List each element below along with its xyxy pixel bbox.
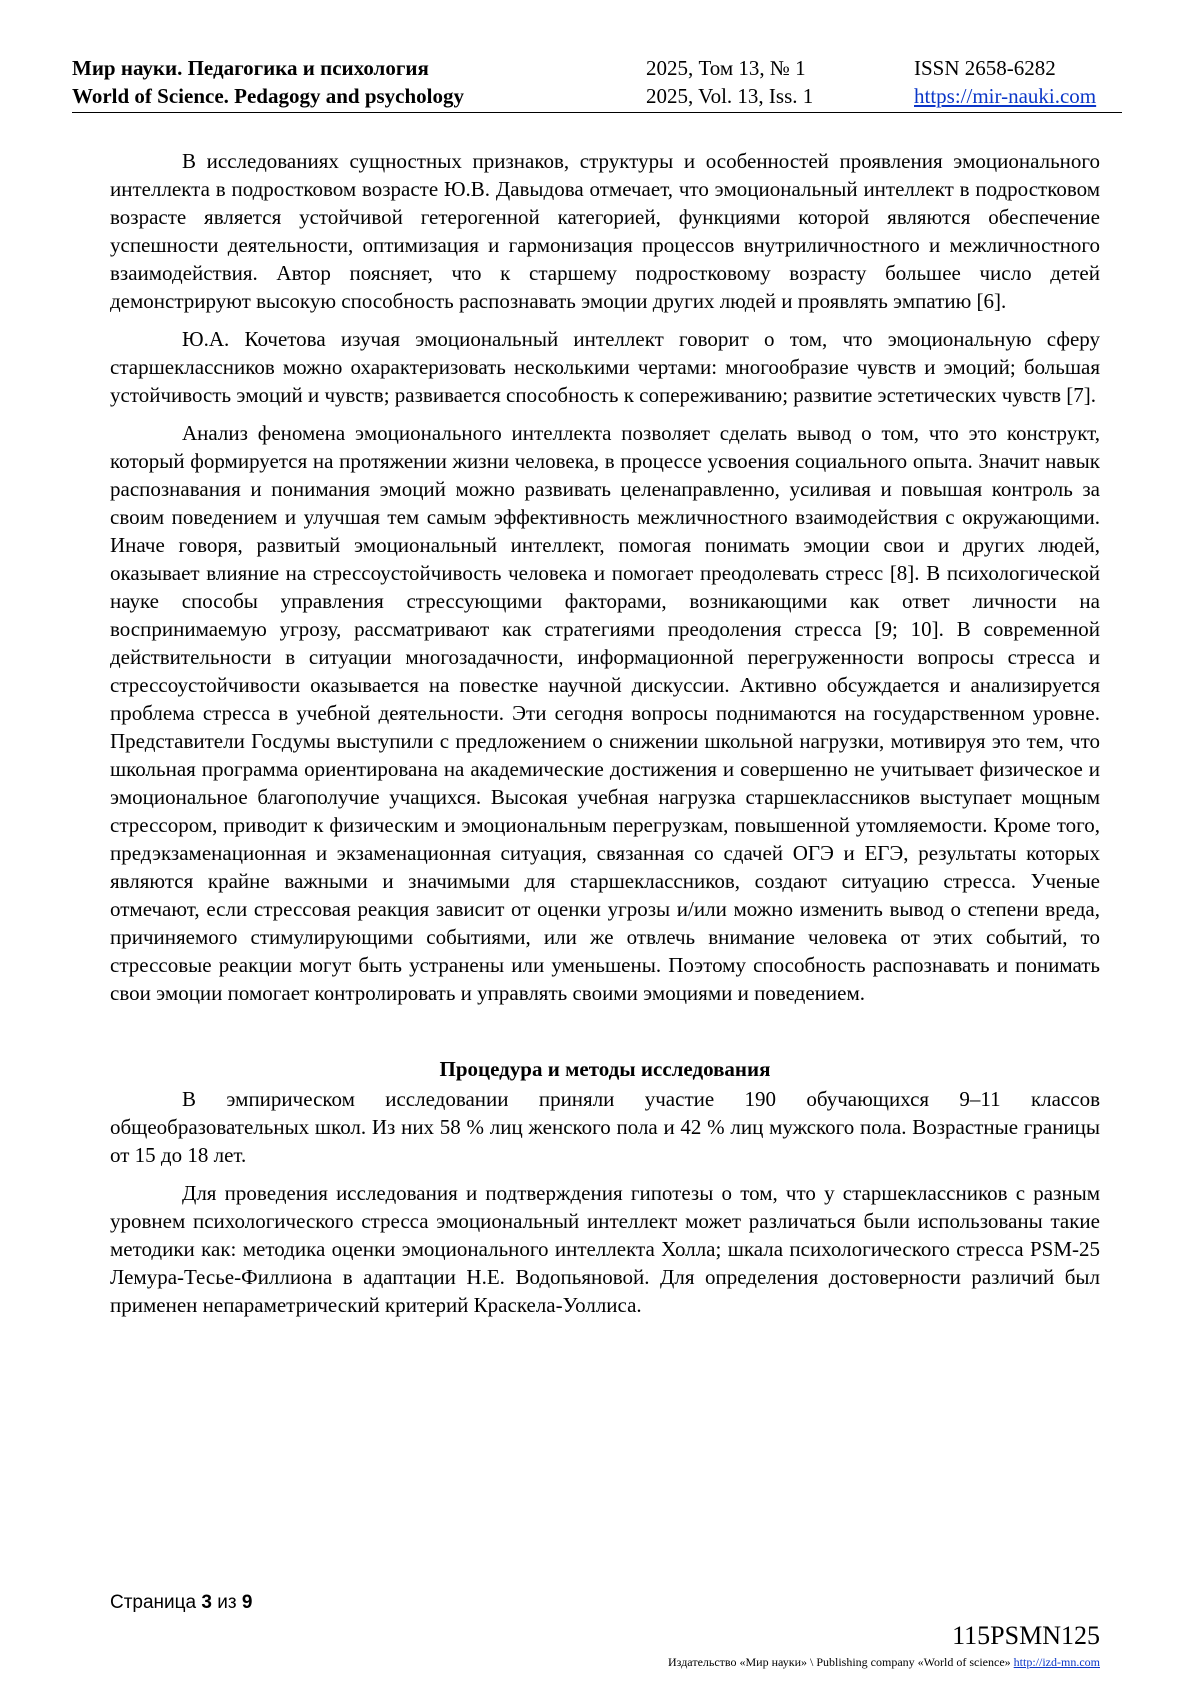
paragraph-3: Анализ феномена эмоционального интеллекта позволяет сделать вывод о том, что это конструкт, который формируется на протяжении жизни человека, в процессе усвоения социального опыта. Значит навык распознавания и понимания эмоций можно развивать целенаправленно, усиливая и повышая контроль за своим поведением и улучшая тем самым эффективность межличностного взаимодействия с окружающими. Иначе говоря, развитый эмоциональный интеллект, помогая понимать эмоции свои и других людей, оказывает влияние на стрессоустойчивость человека и помогает преодолевать стресс [8]. В психологической науке способы управления стрессующими факторами, возникающими как ответ личности на воспринимаемую угрозу, рассматривают как стратегиями преодоления стресса [9; 10]. В современной действительности в ситуации многозадачности, информационной перегруженности вопросы стресса и стрессоустойчивости оказывается на повестке научной дискуссии. Активно обсуждается и анализируется проблема стресса в учебной деятельности. Эти сегодня вопросы поднимаются на государственном уровне. Представители Госдумы выступили с предложением о снижении школьной нагрузки, мотивируя это тем, что школьная программа ориентирована на академические достижения и совершенно не учитывает физическое и эмоциональное благополучие учащихся. Высокая учебная нагрузка старшеклассников выступает мощным стрессором, приводит к физическим и эмоциональным перегрузкам, повышенной утомляемости. Кроме того, предэкзаменационная и экзаменационная ситуация, связанная со сдачей ОГЭ и ЕГЭ, результаты которых являются крайне важными и значимыми для старшеклассников, создают ситуацию стресса. Ученые отмечают, если стрессовая реакция зависит от оценки угрозы и/или можно изменить вывод о степени вреда, причиняемого стимулирующими событиями, или же отвлечь внимание человека от этих событий, то стрессовые реакции могут быть устранены или уменьшены. Поэтому способность распознавать и понимать свои эмоции помогает контролировать и управлять своими эмоциями и поведением. bbox=[110, 421, 1100, 1005]
journal-title-en: World of Science. Pedagogy and psychology bbox=[72, 84, 465, 108]
section-paragraph-2: Для проведения исследования и подтверждения гипотезы о том, что у старшеклассников с разным уровнем психологического стресса эмоциональный интеллект может различаться были использованы такие методики как: методика оценки эмоционального интеллекта Холла; шкала психологического стресса PSM-25 Лемура-Тесье-Филлиона в адаптации Н.Е. Водопьяновой. Для определения достоверности различий был применен непараметрический критерий Краскела-Уоллиса. bbox=[110, 1181, 1100, 1317]
article-body bbox=[110, 147, 1100, 1329]
page-of: из bbox=[217, 1592, 237, 1613]
page-total: 9 bbox=[241, 1592, 253, 1613]
journal-title bbox=[72, 54, 464, 110]
header-divider bbox=[72, 112, 1122, 113]
volume-ru: 2025, Том 13, № 1 bbox=[646, 56, 806, 80]
page-word: Страница bbox=[110, 1592, 197, 1613]
publisher-url-link[interactable]: http://izd-mn.com bbox=[1013, 1655, 1100, 1669]
journal-url-link[interactable]: https://mir-nauki.com bbox=[914, 84, 1097, 108]
article-code: 115PSMN125 bbox=[952, 1621, 1100, 1650]
journal-volume bbox=[646, 54, 813, 110]
publisher-text: Издательство «Мир науки» \ Publishing company «World of science» bbox=[668, 1655, 1011, 1669]
paragraph-2: Ю.А. Кочетова изучая эмоциональный интеллект говорит о том, что эмоциональную сферу старшеклассников можно охарактеризовать несколькими чертами: многообразие чувств и эмоций; большая устойчивость эмоций и чувств; развивается способность к сопереживанию; развитие эстетических чувств [7]. bbox=[110, 327, 1100, 407]
issn: ISSN 2658-6282 bbox=[914, 56, 1056, 80]
volume-en: 2025, Vol. 13, Iss. 1 bbox=[646, 84, 814, 108]
section-heading: Процедура и методы исследования bbox=[439, 1057, 771, 1081]
page-current: 3 bbox=[201, 1592, 212, 1613]
journal-title-ru: Мир науки. Педагогика и психология bbox=[72, 56, 429, 80]
publisher-line bbox=[668, 1655, 1100, 1670]
journal-issn-block bbox=[914, 54, 1096, 110]
page-number bbox=[110, 1592, 252, 1614]
journal-header bbox=[72, 54, 1122, 114]
paragraph-1: В исследованиях сущностных признаков, структуры и особенностей проявления эмоционального интеллекта в подростковом возрасте Ю.В. Давыдова отмечает, что эмоциональный интеллект в подростковом возрасте является устойчивой гетерогенной категорией, функциями которой являются обеспечение успешности деятельности, оптимизация и гармонизация процессов внутриличностного и межличностного взаимодействия. Автор поясняет, что к старшему подростковому возрасту большее число детей демонстрируют высокую способность распознавать эмоции других людей и проявлять эмпатию [6]. bbox=[110, 149, 1100, 313]
section-paragraph-1: В эмпирическом исследовании приняли участие 190 обучающихся 9–11 классов общеобразовательных школ. Из них 58 % лиц женского пола и 42 % лиц мужского пола. Возрастные границы от 15 до 18 лет. bbox=[110, 1087, 1100, 1167]
